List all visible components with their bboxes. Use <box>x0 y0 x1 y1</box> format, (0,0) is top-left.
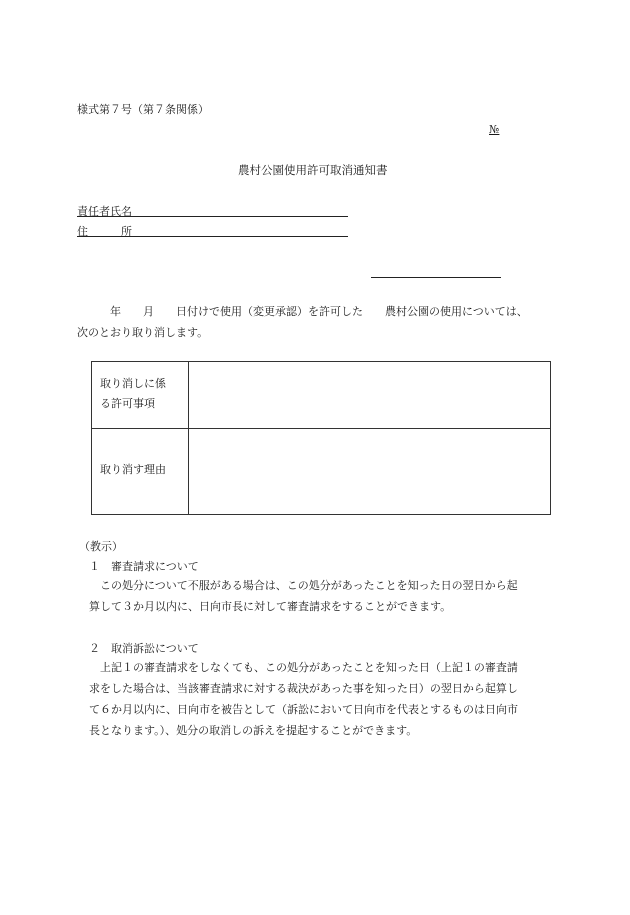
notice-section-body: 上記１の審査請求をしなくても、この処分があったことを知った日（上記１の審査請 求をした場合は、当該審査請求に対する裁決があった事を知った日）の翌日から起算し て６か月以内に、日向市を被告として（訴訟において日向市を代表とするものは日向市 長となります。）、処分の取消しの訴えを提起することができます。 <box>89 661 518 737</box>
notice-section-title: １ 審査請求について <box>89 560 199 573</box>
notice-section-title: ２ 取消訴訟について <box>89 642 199 655</box>
cancellation-table <box>91 361 551 515</box>
responsible-person-label: 責任者氏名 <box>77 205 132 218</box>
address-label: 住 所 <box>77 225 132 238</box>
issuer-signature-line <box>371 277 501 278</box>
body-paragraph <box>77 301 528 343</box>
form-number: 様式第７号（第７条関係） <box>77 103 209 116</box>
notice-heading: （教示） <box>79 540 123 553</box>
notice-section-body: この処分について不服がある場合は、この処分があったことを知った日の翌日から起 算して３か月以内に、日向市長に対して審査請求をすることができます。 <box>89 579 518 613</box>
address-field <box>77 236 348 237</box>
table-row-label-permitted-matters: 取り消しに係 る許可事項 <box>100 377 166 410</box>
body-line: 年 月 日付けで使用（変更承認）を許可した 農村公園の使用については、 <box>77 305 528 318</box>
responsible-person-field <box>77 216 348 217</box>
body-line: 次のとおり取り消します。 <box>77 326 209 339</box>
document-title: 農村公園使用許可取消通知書 <box>238 163 388 177</box>
table-row-label-reason: 取り消す理由 <box>100 463 166 476</box>
document-number-label: № <box>489 123 500 136</box>
